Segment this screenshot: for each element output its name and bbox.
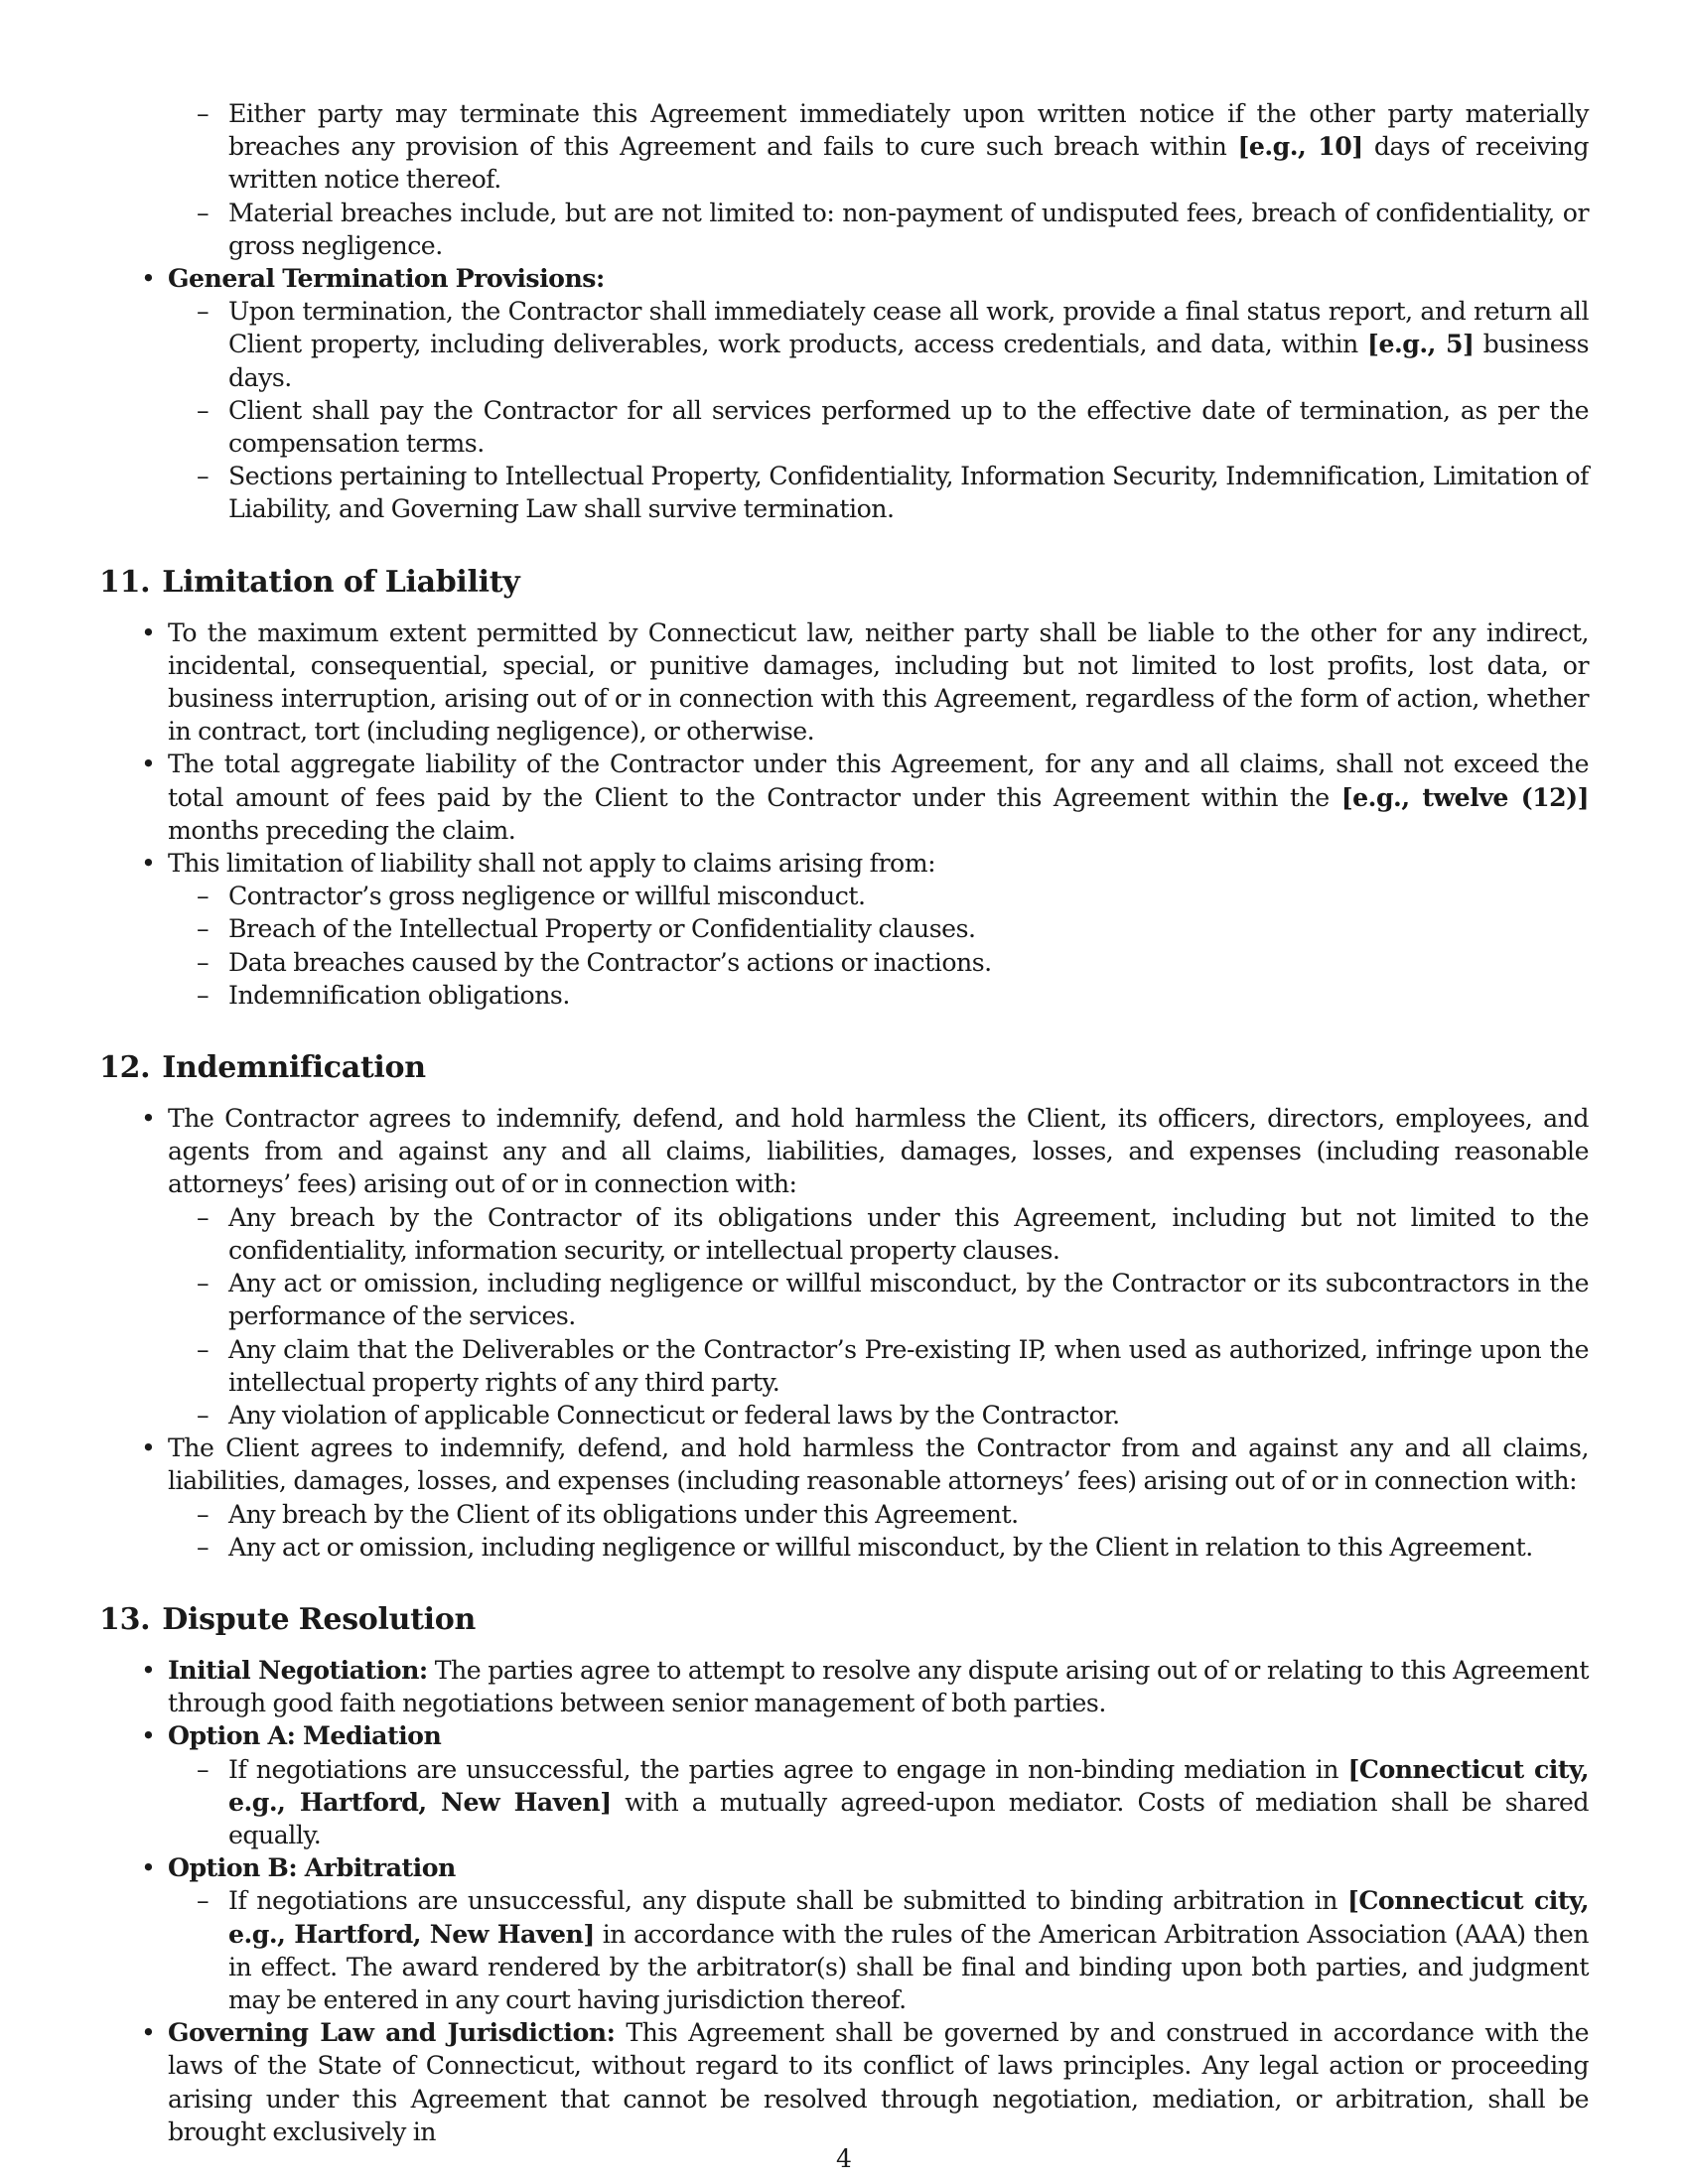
termination-for-cause-continued xyxy=(168,97,1589,262)
list-item: – If negotiations are unsuccessful, the parties agree to engage in non-binding mediation in [Connecticut city, e.g., Hartford, New Haven] with a mutually agreed-upon mediator. Costs of mediation shall be shared equally. xyxy=(228,1753,1589,1852)
section-13-heading: 13. Dispute Resolution xyxy=(99,1601,476,1637)
list-item: – Upon termination, the Contractor shall immediately cease all work, provide a final status report, and return all Client property, including deliverables, work products, access credentials, and data, within [e.g., 5] business days. xyxy=(228,295,1589,394)
section-11-list xyxy=(99,616,1589,1012)
page-number: 4 xyxy=(836,2144,852,2173)
section-12-list xyxy=(99,1102,1589,1564)
list-item: – Any violation of applicable Connecticut or federal laws by the Contractor. xyxy=(228,1399,1589,1432)
list-item: • Initial Negotiation: The parties agree to attempt to resolve any dispute arising out of or relating to this Agreement through good faith negotiations between senior management of both parties. xyxy=(168,1654,1589,1719)
list-item: • Option A: Mediation – If negotiations are unsuccessful, the parties agree to engage in non-binding mediation in [Connecticut city, e.g., Hartford, New Haven] with a mutually agreed-upon mediator. Costs of mediation shall be shared equally. xyxy=(168,1719,1589,1851)
list-item: – Breach of the Intellectual Property or Confidentiality clauses. xyxy=(228,912,1589,945)
list-item: – Data breaches caused by the Contractor’s actions or inactions. xyxy=(228,946,1589,979)
list-item: • To the maximum extent permitted by Connecticut law, neither party shall be liable to the other for any indirect, incidental, consequential, special, or punitive damages, including but not limited to lost profits, lost data, or business interruption, arising out of or in connection with this Agreement, regardless of the form of action, whether in contract, tort (including negligence), or otherwise. xyxy=(168,616,1589,749)
mediation-items xyxy=(168,1753,1589,1852)
client-indemnity-items xyxy=(168,1498,1589,1564)
list-item: • This limitation of liability shall not apply to claims arising from: – Contractor’s gross negligence or willful misconduct. – Breach of the Intellectual Property or Confidentiality clauses. – Data breaches caused by the Contractor’s actions or inactions. – Indemnification obligations. xyxy=(168,847,1589,1012)
list-item: • The Client agrees to indemnify, defend, and hold harmless the Contractor from and against any and all claims, liabilities, damages, losses, and expenses (including reasonable attorneys’ fees) arising out of or in connection with: – Any breach by the Client of its obligations under this Agreement. – Any act or omission, including negligence or willful misconduct, by the Client in relation to this Agreement. xyxy=(168,1432,1589,1564)
list-item: – Any act or omission, including negligence or willful misconduct, by the Client in relation to this Agreement. xyxy=(228,1531,1589,1564)
contractor-indemnity-items xyxy=(168,1201,1589,1432)
list-item: – Contractor’s gross negligence or willful misconduct. xyxy=(228,880,1589,912)
list-item: – If negotiations are unsuccessful, any dispute shall be submitted to binding arbitration in [Connecticut city, e.g., Hartford, New Haven] in accordance with the rules of the American Arbitration Association (AAA) then in effect. The award rendered by the arbitrator(s) shall be final and binding upon both parties, and judgment may be entered in any court having jurisdiction thereof. xyxy=(228,1884,1589,2016)
list-item: – Client shall pay the Contractor for all services performed up to the effective date of termination, as per the compensation terms. xyxy=(228,394,1589,460)
general-termination-items xyxy=(168,295,1589,525)
section-12-heading: 12. Indemnification xyxy=(99,1050,426,1086)
list-item: – Either party may terminate this Agreement immediately upon written notice if the other party materially breaches any provision of this Agreement and fails to cure such breach within [e.g., 10] days of receiving written notice thereof. xyxy=(228,97,1589,197)
list-item: – Material breaches include, but are not limited to: non-payment of undisputed fees, breach of confidentiality, or gross negligence. xyxy=(228,197,1589,262)
list-item: – Any act or omission, including negligence or willful misconduct, by the Contractor or its subcontractors in the performance of the services. xyxy=(228,1267,1589,1332)
arbitration-items xyxy=(168,1884,1589,2016)
list-item: – Any breach by the Contractor of its obligations under this Agreement, including but not limited to the confidentiality, information security, or intellectual property clauses. xyxy=(228,1201,1589,1267)
list-item: – Any breach by the Client of its obligations under this Agreement. xyxy=(228,1498,1589,1531)
termination-for-cause-items xyxy=(168,97,1589,262)
section-13-list xyxy=(99,1654,1589,2148)
list-item: • The Contractor agrees to indemnify, defend, and hold harmless the Client, its officers, directors, employees, and agents from and against any and all claims, liabilities, damages, losses, and expenses (including reasonable attorneys’ fees) arising out of or in connection with: – Any breach by the Contractor of its obligations under this Agreement, including but not limited to the confidentiality, information security, or intellectual property clauses. – Any act or omission, including negligence or willful misconduct, by the Contractor or its subcontractors in the performance of the services. – Any claim that the Deliverables or the Contractor’s Pre-existing IP, when used as authorized, infringe upon the intellectual property rights of any third party. – Any violation of applicable Connecticut or federal laws by the Contractor. xyxy=(168,1102,1589,1432)
section-11-heading: 11. Limitation of Liability xyxy=(99,564,520,600)
list-item: – Indemnification obligations. xyxy=(228,979,1589,1012)
list-item: • The total aggregate liability of the Contractor under this Agreement, for any and all claims, shall not exceed the total amount of fees paid by the Client to the Contractor under this Agreement within the [e.g., twelve (12)] months preceding the claim. xyxy=(168,748,1589,847)
document-page xyxy=(99,97,1589,2148)
list-item: – Sections pertaining to Intellectual Property, Confidentiality, Information Security, Indemnification, Limitation of Liability, and Governing Law shall survive termination. xyxy=(228,460,1589,525)
list-item: – Any claim that the Deliverables or the Contractor’s Pre-existing IP, when used as authorized, infringe upon the intellectual property rights of any third party. xyxy=(228,1333,1589,1399)
section-10-continuation xyxy=(99,97,1589,526)
list-item: • Governing Law and Jurisdiction: This Agreement shall be governed by and construed in accordance with the laws of the State of Connecticut, without regard to its conflict of laws principles. Any legal action or proceeding arising under this Agreement that cannot be resolved through negotiation, mediation, or arbitration, shall be brought exclusively in xyxy=(168,2016,1589,2148)
liability-exceptions xyxy=(168,880,1589,1012)
list-item: • Option B: Arbitration – If negotiations are unsuccessful, any dispute shall be submitted to binding arbitration in [Connecticut city, e.g., Hartford, New Haven] in accordance with the rules of the American Arbitration Association (AAA) then in effect. The award rendered by the arbitrator(s) shall be final and binding upon both parties, and judgment may be entered in any court having jurisdiction thereof. xyxy=(168,1851,1589,2016)
general-termination-provisions: • General Termination Provisions: – Upon termination, the Contractor shall immediately cease all work, provide a final status report, and return all Client property, including deliverables, work products, access credentials, and data, within [e.g., 5] business days. – Client shall pay the Contractor for all services performed up to the effective date of termination, as per the compensation terms. – Sections pertaining to Intellectual Property, Confidentiality, Information Security, Indemnification, Limitation of Liability, and Governing Law shall survive termination. xyxy=(168,262,1589,526)
